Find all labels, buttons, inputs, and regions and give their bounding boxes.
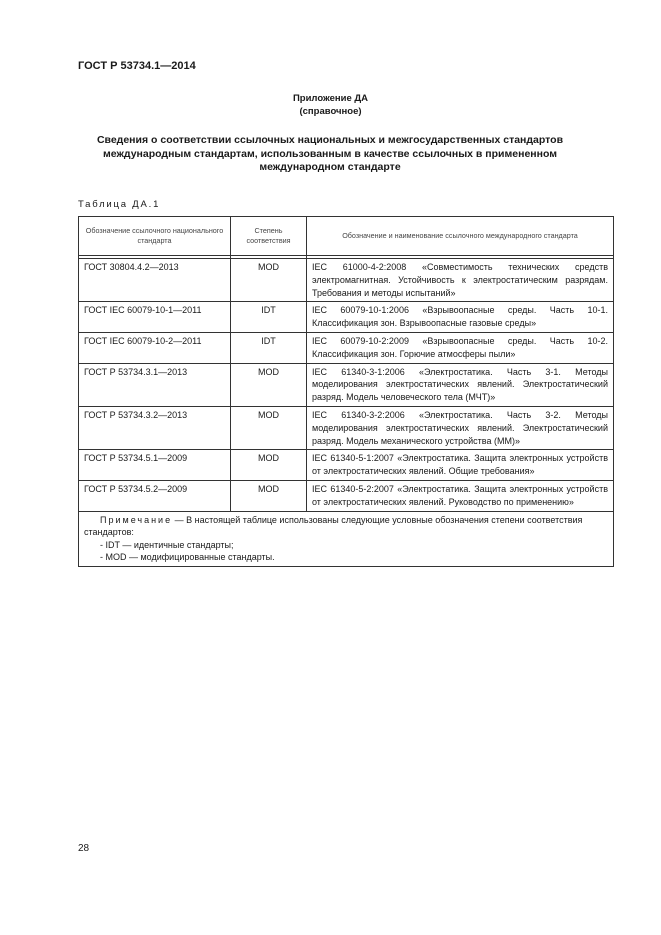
table-row <box>79 302 614 333</box>
note-item-mod: - MOD — модифицированные стандарты. <box>100 552 275 563</box>
annex-heading <box>0 92 661 118</box>
correspondence-table <box>78 216 614 567</box>
header-international-standard: Обозначение и наименование ссылочного международного стандарта <box>307 217 614 256</box>
table-note-row <box>79 511 614 566</box>
header-national-standard: Обозначение ссылочного национального стандарта <box>79 217 231 256</box>
table-note <box>79 511 614 566</box>
cell-international: IEC 60079-10-2:2009 «Взрывоопасные среды. Часть 10-2. Классификация зон. Горючие атмосферы пыли» <box>307 332 614 363</box>
cell-international: IEC 61000-4-2:2008 «Совместимость технических средств электромагнитная. Устойчивость к электростатическим разрядам. Требования и методы испытаний» <box>307 259 614 302</box>
page-number: 28 <box>78 843 90 854</box>
annex-subtitle: (справочное) <box>299 106 362 117</box>
cell-degree: MOD <box>231 259 307 302</box>
note-label: Примечание <box>100 514 173 525</box>
header-degree: Степень соответствия <box>231 217 307 256</box>
note-item-idt: - IDT — идентичные стандарты; <box>100 539 234 550</box>
document-id: ГОСТ Р 53734.1—2014 <box>78 60 196 72</box>
cell-national: ГОСТ Р 53734.5.1—2009 <box>79 450 231 481</box>
annex-title: Приложение ДА <box>292 93 369 104</box>
cell-degree: IDT <box>231 332 307 363</box>
cell-degree: MOD <box>231 480 307 511</box>
table-row <box>79 259 614 302</box>
table-header-row <box>79 217 614 256</box>
cell-national: ГОСТ Р 53734.3.2—2013 <box>79 406 231 449</box>
cell-international: IEC 61340-5-1:2007 «Электростатика. Защита электронных устройств от электростатических явлений. Общие требования» <box>307 450 614 481</box>
section-title: Сведения о соответствии ссылочных национальных и межгосударственных стандартов международным стандартам, использованным в качестве ссылочных в примененном международном стандарте <box>96 134 564 173</box>
cell-national: ГОСТ IEC 60079-10-2—2011 <box>79 332 231 363</box>
cell-international: IEC 61340-3-1:2006 «Электростатика. Часть 3-1. Методы моделирования электростатических явлений. Электростатический разряд. Модель человеческого тела (МЧТ)» <box>307 363 614 406</box>
cell-national: ГОСТ 30804.4.2—2013 <box>79 259 231 302</box>
table-label: Таблица ДА.1 <box>78 199 161 210</box>
cell-international: IEC 61340-3-2:2006 «Электростатика. Часть 3-2. Методы моделирования электростатических явлений. Электростатический разряд. Модель механического устройства (ММ)» <box>307 406 614 449</box>
table-row <box>79 480 614 511</box>
note-text <box>84 514 608 539</box>
cell-degree: MOD <box>231 406 307 449</box>
table-row <box>79 363 614 406</box>
cell-national: ГОСТ IEC 60079-10-1—2011 <box>79 302 231 333</box>
cell-national: ГОСТ Р 53734.5.2—2009 <box>79 480 231 511</box>
cell-degree: IDT <box>231 302 307 333</box>
table-row <box>79 332 614 363</box>
cell-degree: MOD <box>231 450 307 481</box>
cell-national: ГОСТ Р 53734.3.1—2013 <box>79 363 231 406</box>
cell-international: IEC 61340-5-2:2007 «Электростатика. Защита электронных устройств от электростатических явлений. Руководство по применению» <box>307 480 614 511</box>
table-row <box>79 450 614 481</box>
note-body: — В настоящей таблице использованы следующие условные обозначения степени соответствия стандартов: <box>84 514 583 538</box>
cell-international: IEC 60079-10-1:2006 «Взрывоопасные среды. Часть 10-1. Классификация зон. Взрывоопасные газовые среды» <box>307 302 614 333</box>
cell-degree: MOD <box>231 363 307 406</box>
table-row <box>79 406 614 449</box>
